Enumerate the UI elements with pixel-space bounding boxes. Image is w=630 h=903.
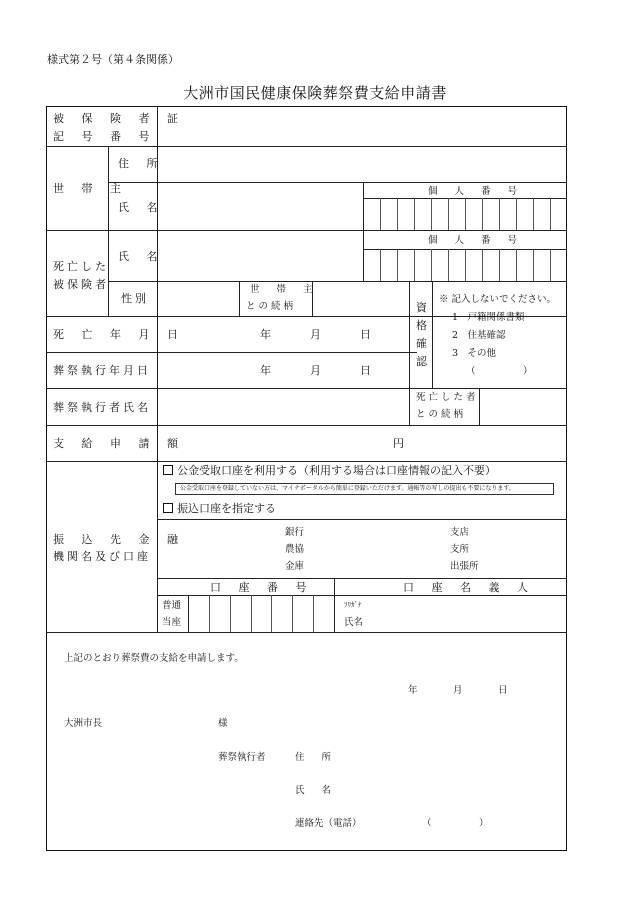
digit-box-divider xyxy=(499,249,500,281)
declaration-day-unit: 日 xyxy=(498,685,508,696)
digit-box-divider xyxy=(482,249,483,281)
honorific: 様 xyxy=(218,718,228,729)
digit-box-divider xyxy=(209,595,210,632)
holder-name-label: 氏名 xyxy=(344,617,364,628)
column-divider xyxy=(157,106,158,632)
funeral-executor-label: 葬祭執行者氏名 xyxy=(53,401,151,414)
account-number-header: 口 座 番 号 xyxy=(210,581,314,594)
public-account-note: 公金受取口座を登録していない方は、マイナポータルから簡単に登録いただけます。通帳等の写しの提出も不要になります。 xyxy=(175,483,554,495)
digit-box-divider xyxy=(448,249,449,281)
row-divider xyxy=(46,146,567,147)
funeral-day-unit: 日 xyxy=(360,364,371,377)
funeral-month-unit: 月 xyxy=(310,364,321,377)
deceased-label-line2: 被保険者 xyxy=(53,278,109,291)
household-address-label: 住 所 xyxy=(118,157,165,170)
qualification-item: 2 住基確認 xyxy=(452,330,506,341)
specify-account-checkbox[interactable] xyxy=(163,503,173,513)
digit-box-divider xyxy=(313,595,314,632)
death-day-unit: 日 xyxy=(360,328,371,341)
amount-label: 支 給 申 請 額 xyxy=(53,437,185,450)
deceased-gender-label: 性別 xyxy=(121,292,149,305)
digit-box-divider xyxy=(550,249,551,281)
household-name-label: 氏 名 xyxy=(118,201,165,214)
executor-relation-line1: 死亡した者 xyxy=(416,392,479,403)
row-divider xyxy=(46,425,567,426)
row-divider xyxy=(108,281,567,282)
bank-label-line2: 機関名及び口座 xyxy=(53,550,151,563)
row-divider xyxy=(46,230,567,231)
household-mynumber-header: 個 人 番 号 xyxy=(428,186,525,197)
executor-label: 葬祭執行者 xyxy=(218,752,266,763)
applicant-contact-paren: （ ） xyxy=(422,818,489,829)
public-account-option[interactable] xyxy=(163,465,496,476)
digit-box-divider xyxy=(516,198,517,230)
row-divider xyxy=(157,519,567,520)
insured-cert-label-line1: 被 保 険 者 証 xyxy=(53,112,185,125)
digit-box-divider xyxy=(251,595,252,632)
executor-relation-line2: との続柄 xyxy=(416,409,467,420)
digit-box-divider xyxy=(230,595,231,632)
furigana-label: ﾌﾘｶﾞﾅ xyxy=(344,601,362,609)
qualification-paren: （ ） xyxy=(466,366,533,377)
row-divider xyxy=(46,388,567,389)
death-year-unit: 年 xyxy=(260,328,271,341)
row-divider xyxy=(46,632,567,633)
branch-type: 支所 xyxy=(450,544,470,555)
date-of-death-label: 死 亡 年 月 日 xyxy=(53,328,185,341)
digit-box-divider xyxy=(380,198,381,230)
funeral-date-label: 葬祭執行年月日 xyxy=(53,364,151,377)
digit-box-divider xyxy=(516,249,517,281)
qualification-char: 資 xyxy=(416,301,427,314)
column-divider xyxy=(363,230,364,281)
qualification-char: 格 xyxy=(416,319,427,332)
death-month-unit: 月 xyxy=(310,328,321,341)
branch-type: 出張所 xyxy=(450,561,479,572)
declaration-month-unit: 月 xyxy=(453,685,463,696)
digit-box-divider xyxy=(550,198,551,230)
digit-box-divider xyxy=(414,249,415,281)
row-divider xyxy=(157,595,567,596)
household-label: 世 帯 主 xyxy=(53,182,128,195)
digit-box-divider xyxy=(465,249,466,281)
bank-type: 金庫 xyxy=(285,561,305,572)
digit-box-divider xyxy=(397,198,398,230)
insured-cert-label-line2: 記 号 番 号 xyxy=(53,130,157,143)
qualification-item: 3 その他 xyxy=(452,348,497,359)
column-divider xyxy=(108,146,109,317)
digit-box-divider xyxy=(380,249,381,281)
digit-box-divider xyxy=(431,249,432,281)
column-divider xyxy=(409,281,410,425)
digit-box-divider xyxy=(271,595,272,632)
row-divider xyxy=(46,461,567,462)
qualification-char: 認 xyxy=(416,355,427,368)
deceased-mynumber-header: 個 人 番 号 xyxy=(428,235,525,246)
specify-account-option[interactable] xyxy=(163,503,276,514)
digit-box-divider xyxy=(465,198,466,230)
deceased-label-line1: 死亡した xyxy=(53,260,109,273)
row-divider xyxy=(46,352,417,353)
column-divider xyxy=(432,281,433,388)
deceased-name-label: 氏 名 xyxy=(118,250,165,263)
qualification-item: 1 戸籍関係書類 xyxy=(452,312,525,323)
digit-box-divider xyxy=(292,595,293,632)
digit-box-divider xyxy=(533,198,534,230)
funeral-year-unit: 年 xyxy=(260,364,271,377)
bank-type: 農協 xyxy=(285,544,305,555)
bank-type: 銀行 xyxy=(285,527,305,538)
public-account-option-label: 公金受取口座を利用する（利用する場合は口座情報の記入不要） xyxy=(177,464,496,477)
column-divider xyxy=(334,578,335,632)
applicant-address-label: 住 所 xyxy=(295,752,339,763)
digit-box-divider xyxy=(499,198,500,230)
amount-unit: 円 xyxy=(393,437,404,450)
applicant-name-label: 氏 名 xyxy=(295,785,339,796)
page-title: 大洲市国民健康保険葬祭費支給申請書 xyxy=(183,84,447,102)
column-divider xyxy=(479,388,480,425)
digit-box-divider xyxy=(414,198,415,230)
declaration-year-unit: 年 xyxy=(408,685,418,696)
digit-box-divider xyxy=(448,198,449,230)
column-divider xyxy=(239,281,240,317)
applicant-contact-label: 連絡先（電話） xyxy=(295,818,362,829)
relation-to-householder-line1: 世 帯 主 xyxy=(250,284,320,295)
digit-box-divider xyxy=(482,198,483,230)
relation-to-householder-line2: との続柄 xyxy=(246,301,297,312)
public-account-checkbox[interactable] xyxy=(163,465,173,475)
digit-box-divider xyxy=(431,198,432,230)
column-divider xyxy=(363,182,364,230)
qualification-note: ※ 記入しないでください。 xyxy=(439,294,557,305)
declaration-statement: 上記のとおり葬祭費の支給を申請します。 xyxy=(64,653,244,664)
mayor-label: 大洲市長 xyxy=(64,718,103,729)
account-type-ordinary: 普通 xyxy=(162,600,182,611)
specify-account-option-label: 振込口座を指定する xyxy=(177,502,276,515)
digit-box-divider xyxy=(533,249,534,281)
bank-label-line1: 振 込 先 金 融 xyxy=(53,533,185,546)
form-number: 様式第２号（第４条関係） xyxy=(47,53,179,66)
qualification-char: 確 xyxy=(416,337,427,350)
account-type-current: 当座 xyxy=(162,617,182,628)
account-holder-header: 口 座 名 義 人 xyxy=(403,581,535,594)
application-form-table xyxy=(46,106,567,851)
branch-type: 支店 xyxy=(450,527,470,538)
digit-box-divider xyxy=(397,249,398,281)
row-divider xyxy=(157,578,567,579)
row-divider xyxy=(108,182,567,183)
column-divider xyxy=(188,595,189,632)
